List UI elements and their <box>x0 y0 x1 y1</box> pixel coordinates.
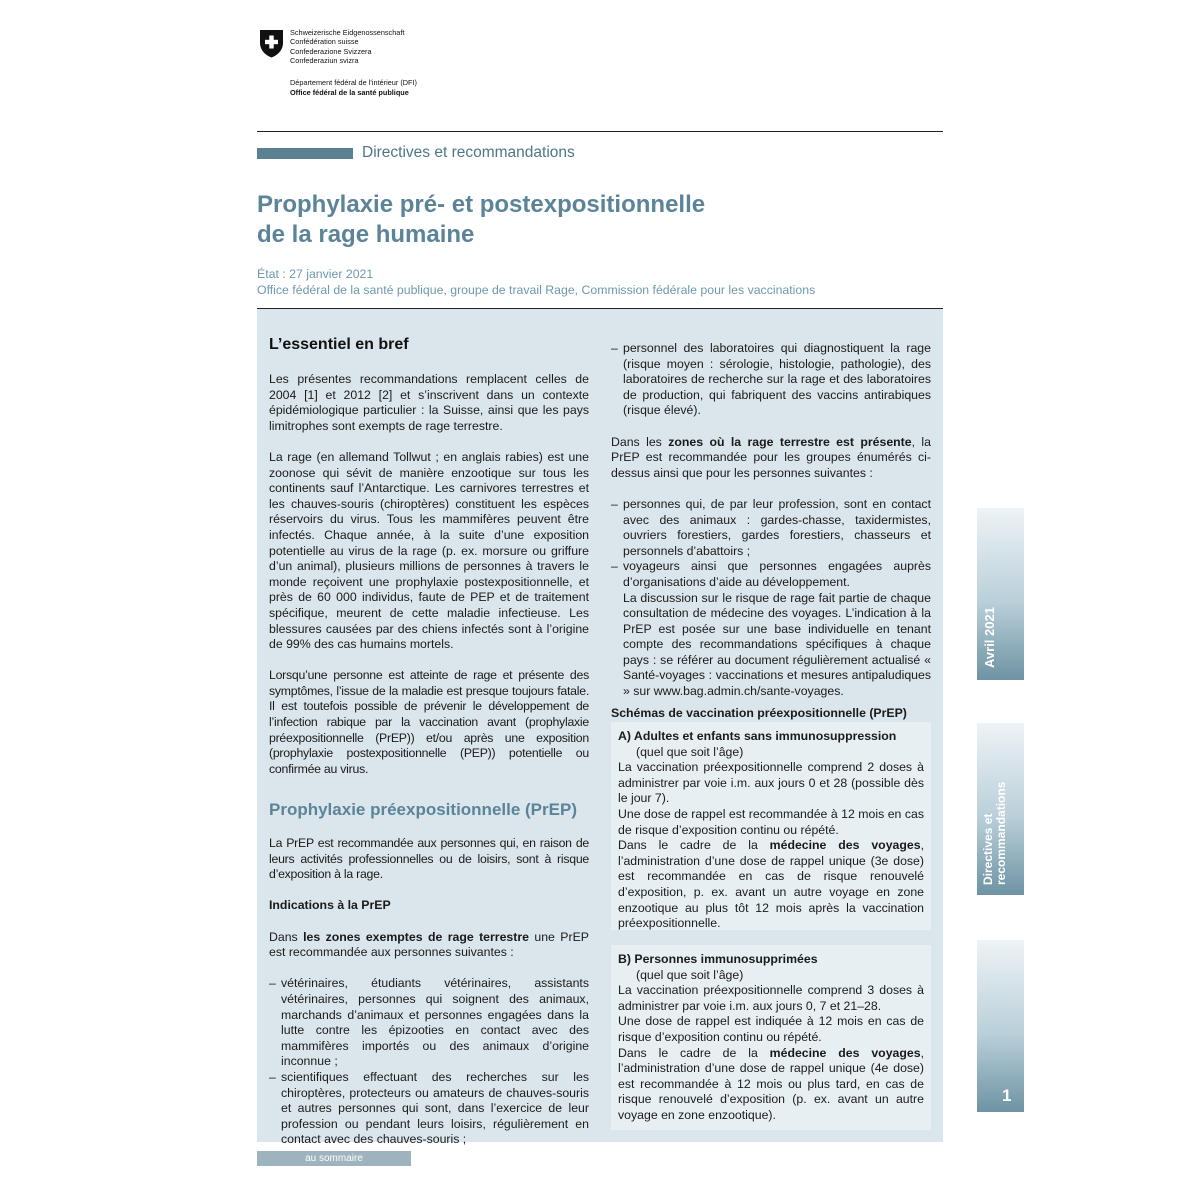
document-meta <box>257 266 815 298</box>
scheme-box-a <box>611 722 931 930</box>
page-title: Prophylaxie pré- et postexpositionnelle de la rage humaine <box>257 191 706 248</box>
scheme-box-b <box>611 945 931 1130</box>
section-label: Directives et recommandations <box>362 144 575 161</box>
list-item: – voyageurs ainsi que personnes engagées auprès d’organisations d’aide au développement. <box>611 559 931 590</box>
header-divider <box>257 131 943 132</box>
date-tab <box>977 508 1024 680</box>
box-subheading: (quel que soit l’âge) <box>636 967 744 982</box>
swiss-coat-of-arms-icon <box>259 29 284 58</box>
date-tab-label: Avril 2021 <box>982 607 997 668</box>
department-name: Département fédéral de l’intérieur (DFI) <box>290 78 417 87</box>
list-item: – personnes qui, de par leur profession, sont en contact avec des animaux : gardes-chasse, taxidermistes, ouvriers forestiers, gardes forestiers, chasseurs et personnels d’abattoirs ; <box>611 497 931 559</box>
table-of-contents-link[interactable]: au sommaire <box>257 1151 411 1166</box>
paragraph: Dans le cadre de la médecine des voyages, l’administration d’une dose de rappel unique (3e dose) est recommandée en cas de risque renouvelé d’exposition, p. ex. avant un autre voyage en zone enzootique au plus tôt 12 mois après la vaccination préexpositionnelle. <box>618 838 924 931</box>
authors: Office fédéral de la santé publique, groupe de travail Rage, Commission fédérale pour les vaccinations <box>257 283 816 297</box>
paragraph: Lorsqu’une personne est atteinte de rage et présente des symptômes, l’issue de la maladie est presque toujours fatale. Il est toutefois possible de prévenir le développement de l’infection rabique par la vaccination avant (prophylaxie préexpositionnelle (PrEP)) et/ou après une exposition (prophylaxie postexpositionnelle (PEP)) potentielle ou confirmée au virus. <box>269 668 589 776</box>
paragraph: La PrEP est recommandée aux personnes qui, en raison de leurs activités professionnelles ou de loisirs, sont à risque d’exposition à la rage. <box>269 836 589 882</box>
list-item: – scientifiques effectuant des recherches sur les chiroptères, protecteurs ou amateurs de chauves-souris et autres personnes qui sont, dans l’exercice de leur profession ou pendant leurs loisirs, régulièrement en contact avec des chauves-souris ; <box>269 1070 589 1148</box>
agency-names: Schweizerische Eidgenossenschaft Confédération suisse Confederazione Svizzera Confederaziun svizra <box>290 28 405 66</box>
prep-heading: Prophylaxie préexpositionnelle (PrEP) <box>269 800 577 820</box>
summary-heading: L’essentiel en bref <box>269 336 409 353</box>
right-column <box>611 341 931 721</box>
status-date: État : 27 janvier 2021 <box>257 267 374 281</box>
office-name: Office fédéral de la santé publique <box>290 87 409 97</box>
section-tab-label: Directives et recommandations <box>981 781 1008 885</box>
page-number: 1 <box>1002 1086 1012 1105</box>
paragraph: La rage (en allemand Tollwut ; en anglais rabies) est une zoonose qui sévit de manière enzootique sur tous les continents sauf l’Antarctique. Les carnivores terrestres et les chauves-souris (chiroptères) constituent les espèces réservoirs du virus. Tous les mammifères peuvent être infectés. Chaque année, à la suite d’une exposition potentielle au virus de la rage (p. ex. morsure ou griffure d’un animal), plusieurs millions de personnes à travers le monde reçoivent une prophylaxie postexpositionnelle, et près de 60 000 individus, faute de PEP et de traitement spécifique, meurent de cette maladie infectieuse. Les blessures causées par des chiens infectés sont à l’origine de 99% des cas humains mortels. <box>269 449 589 652</box>
page-number-tab <box>977 940 1024 1112</box>
department-block <box>290 78 417 97</box>
box-heading: A) Adultes et enfants sans immunosuppression <box>618 729 897 743</box>
box-subheading: (quel que soit l’âge) <box>636 744 744 759</box>
paragraph: Les présentes recommandations remplacent celles de 2004 [1] et 2012 [2] et s’inscrivent dans un contexte épidémiologique particulier : la Suisse, ainsi que les pays limitrophes sont exempts de rage terrestre. <box>269 372 589 433</box>
section-band <box>257 148 353 159</box>
paragraph: La vaccination préexpositionnelle comprend 2 doses à administrer par voie i.m. aux jours 0 et 28 (possible dès le jour 7). <box>618 760 924 806</box>
paragraph: Une dose de rappel est indiquée à 12 mois en cas de risque d’exposition continu ou répété. <box>618 1014 924 1044</box>
list-item-continuation: La discussion sur le risque de rage fait partie de chaque consultation de médecine des voyages. L’indication à la PrEP est posée sur une base individuelle en tenant compte des recommandations spécifiques à chaque pays : se référer au document régulièrement actualisé « Santé-voyages : vaccinations et mesures antipaludiques » sur www.bag.admin.ch/sante-voyages. <box>623 590 931 699</box>
list-item: – vétérinaires, étudiants vétérinaires, assistants vétérinaires, personnes qui soignent des animaux, marchands d’animaux et personnes engagées dans la lutte contre les épizooties en contact avec des mammifères importés ou des animaux d’origine inconnue ; <box>269 976 589 1070</box>
indications-heading: Indications à la PrEP <box>269 898 391 913</box>
schemes-heading: Schémas de vaccination préexpositionnelle (PrEP) <box>611 705 907 720</box>
paragraph: Une dose de rappel est recommandée à 12 mois en cas de risque d’exposition continu ou répété. <box>618 806 924 837</box>
box-heading: B) Personnes immunosupprimées <box>618 952 818 966</box>
paragraph: Dans les zones où la rage terrestre est présente, la PrEP est recommandée pour les groupes énumérés ci-dessus ainsi que pour les personnes suivantes : <box>611 434 931 480</box>
paragraph: La vaccination préexpositionnelle comprend 3 doses à administrer par voie i.m. aux jours 0, 7 et 21–28. <box>618 983 924 1013</box>
paragraph: Dans les zones exemptes de rage terrestre une PrEP est recommandée aux personnes suivantes : <box>269 929 589 960</box>
section-tab[interactable] <box>977 723 1024 895</box>
list-item: – personnel des laboratoires qui diagnostiquent la rage (risque moyen : sérologie, histologie, pathologie), des laboratoires de recherche sur la rage et des laboratoires de production, qui fabriquent des vaccins antirabiques (risque élevé). <box>611 341 931 419</box>
paragraph: Dans le cadre de la médecine des voyages, l’administration d’une dose de rappel unique (4e dose) est recommandée à 12 mois ou plus tard, en cas de risque renouvelé d’exposition (p. ex. avant un autre voyage en zone enzootique). <box>618 1045 924 1122</box>
left-column <box>269 372 589 1148</box>
